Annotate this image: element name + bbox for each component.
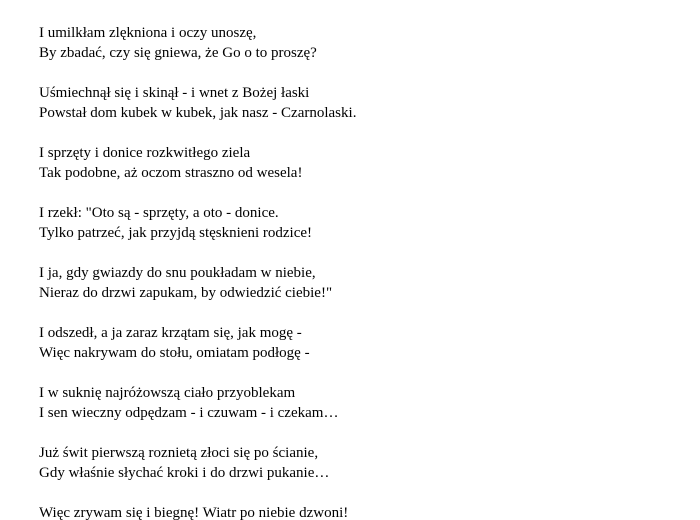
poem-line: I w suknię najróżowszą ciało przyoblekam <box>39 385 296 401</box>
poem-line: Powstał dom kubek w kubek, jak nasz - Czarnolaski. <box>39 105 357 121</box>
stanza <box>39 383 356 423</box>
poem-line: By zbadać, czy się gniewa, że Go o to proszę? <box>39 45 317 61</box>
stanza <box>39 143 356 183</box>
poem-line: Nieraz do drzwi zapukam, by odwiedzić ciebie!" <box>39 285 333 301</box>
stanza <box>39 443 356 483</box>
stanza <box>39 23 356 63</box>
poem-line: Uśmiechnął się i skinął - i wnet z Bożej łaski <box>39 85 310 101</box>
poem-text <box>39 23 356 520</box>
poem-line: I ja, gdy gwiazdy do snu poukładam w niebie, <box>39 265 316 281</box>
stanza <box>39 263 356 303</box>
poem-line: Już świt pierwszą roznietą złoci się po ścianie, <box>39 445 319 461</box>
poem-line: I rzekł: "Oto są - sprzęty, a oto - donice. <box>39 205 279 221</box>
poem-line: Tak podobne, aż oczom straszno od wesela! <box>39 165 303 181</box>
poem-line: Tylko patrzeć, jak przyjdą stęsknieni rodzice! <box>39 225 313 241</box>
poem-line: Gdy właśnie słychać kroki i do drzwi pukanie… <box>39 465 330 481</box>
poem-line: I sen wieczny odpędzam - i czuwam - i czekam… <box>39 405 339 421</box>
poem-line: I sprzęty i donice rozkwitłego ziela <box>39 145 251 161</box>
poem-line: I umilkłam zlękniona i oczy unoszę, <box>39 25 257 41</box>
poem-line: Więc zrywam się i biegnę! Wiatr po niebie dzwoni! <box>39 505 349 520</box>
poem-line: I odszedł, a ja zaraz krzątam się, jak mogę - <box>39 325 302 341</box>
stanza <box>39 503 356 520</box>
stanza <box>39 83 356 123</box>
stanza <box>39 323 356 363</box>
stanza <box>39 203 356 243</box>
poem-line: Więc nakrywam do stołu, omiatam podłogę - <box>39 345 310 361</box>
